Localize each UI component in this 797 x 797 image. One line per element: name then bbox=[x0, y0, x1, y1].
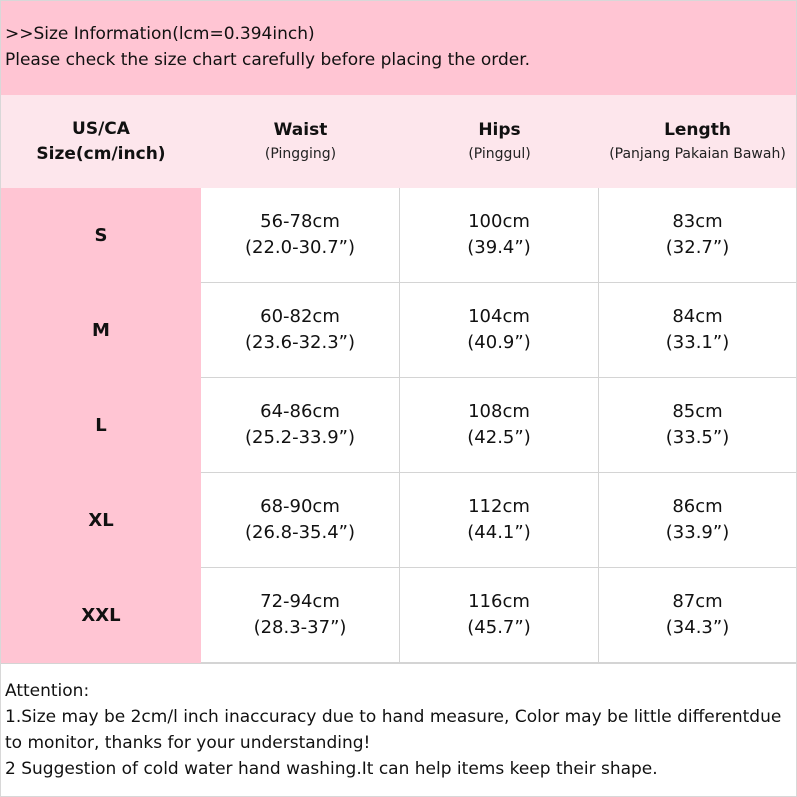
size-label: M bbox=[92, 320, 110, 341]
size-label: XXL bbox=[81, 605, 121, 626]
header-waist-label: Waist bbox=[273, 120, 328, 140]
waist-cm: 64-86cm bbox=[260, 401, 340, 422]
header-waist-sub: (Pingging) bbox=[264, 146, 337, 162]
table-header bbox=[1, 95, 796, 188]
length-inch: (33.5”) bbox=[665, 427, 730, 448]
header-length-sub: (Panjang Pakaian Bawah) bbox=[609, 146, 786, 162]
table-row bbox=[1, 568, 796, 663]
table-row bbox=[1, 378, 796, 473]
hips-cm: 108cm bbox=[468, 401, 530, 422]
waist-cell bbox=[201, 473, 400, 568]
size-label: XL bbox=[88, 510, 114, 531]
header-length-label: Length bbox=[664, 120, 731, 140]
waist-cm: 60-82cm bbox=[260, 306, 340, 327]
length-cm: 85cm bbox=[672, 401, 723, 422]
attention-notes bbox=[1, 663, 796, 796]
hips-inch: (40.9”) bbox=[467, 332, 531, 353]
hips-cell bbox=[400, 188, 599, 283]
size-label: L bbox=[95, 415, 107, 436]
length-cell bbox=[599, 568, 796, 663]
header-length bbox=[599, 95, 796, 188]
waist-cell bbox=[201, 188, 400, 283]
table-row bbox=[1, 473, 796, 568]
length-cm: 87cm bbox=[672, 591, 723, 612]
size-info-title: >>Size Information(lcm=0.394inch) bbox=[5, 24, 315, 44]
waist-cm: 68-90cm bbox=[260, 496, 340, 517]
header-size-line2: Size(cm/inch) bbox=[36, 143, 166, 164]
length-cell bbox=[599, 283, 796, 378]
length-cm: 84cm bbox=[672, 306, 723, 327]
table-row bbox=[1, 283, 796, 378]
waist-inch: (26.8-35.4”) bbox=[244, 522, 356, 543]
waist-inch: (28.3-37”) bbox=[253, 617, 347, 638]
size-info-note: Please check the size chart carefully before placing the order. bbox=[5, 50, 531, 70]
length-inch: (34.3”) bbox=[665, 617, 730, 638]
hips-cm: 100cm bbox=[468, 211, 530, 232]
hips-inch: (45.7”) bbox=[467, 617, 531, 638]
length-cell bbox=[599, 188, 796, 283]
attention-line-2: to monitor, thanks for your understanding! bbox=[5, 733, 371, 753]
hips-cm: 112cm bbox=[468, 496, 530, 517]
waist-cell bbox=[201, 568, 400, 663]
waist-cell bbox=[201, 283, 400, 378]
header-size-line1: US/CA bbox=[72, 118, 130, 139]
length-inch: (33.1”) bbox=[665, 332, 730, 353]
table-row bbox=[1, 188, 796, 283]
size-info-banner bbox=[1, 1, 796, 95]
header-hips-label: Hips bbox=[478, 120, 521, 140]
header-hips-sub: (Pinggul) bbox=[468, 146, 531, 162]
size-label: S bbox=[94, 225, 108, 246]
waist-cell bbox=[201, 378, 400, 473]
length-cell bbox=[599, 473, 796, 568]
hips-cell bbox=[400, 568, 599, 663]
hips-inch: (39.4”) bbox=[467, 237, 531, 258]
header-hips bbox=[400, 95, 599, 188]
hips-cell bbox=[400, 283, 599, 378]
header-waist bbox=[201, 95, 400, 188]
waist-cm: 72-94cm bbox=[260, 591, 340, 612]
waist-cm: 56-78cm bbox=[260, 211, 340, 232]
hips-cell bbox=[400, 473, 599, 568]
length-cm: 83cm bbox=[672, 211, 723, 232]
length-inch: (33.9”) bbox=[665, 522, 730, 543]
hips-cell bbox=[400, 378, 599, 473]
waist-inch: (22.0-30.7”) bbox=[244, 237, 356, 258]
attention-line-3: 2 Suggestion of cold water hand washing.It can help items keep their shape. bbox=[5, 759, 658, 779]
length-cm: 86cm bbox=[672, 496, 723, 517]
hips-cm: 116cm bbox=[468, 591, 530, 612]
attention-title: Attention: bbox=[5, 681, 90, 701]
attention-line-1: 1.Size may be 2cm/l inch inaccuracy due to hand measure, Color may be little differentdue bbox=[5, 707, 782, 727]
length-cell bbox=[599, 378, 796, 473]
hips-inch: (44.1”) bbox=[467, 522, 531, 543]
header-size bbox=[1, 95, 201, 188]
waist-inch: (23.6-32.3”) bbox=[244, 332, 356, 353]
length-inch: (32.7”) bbox=[665, 237, 730, 258]
hips-cm: 104cm bbox=[468, 306, 530, 327]
hips-inch: (42.5”) bbox=[467, 427, 531, 448]
waist-inch: (25.2-33.9”) bbox=[244, 427, 356, 448]
